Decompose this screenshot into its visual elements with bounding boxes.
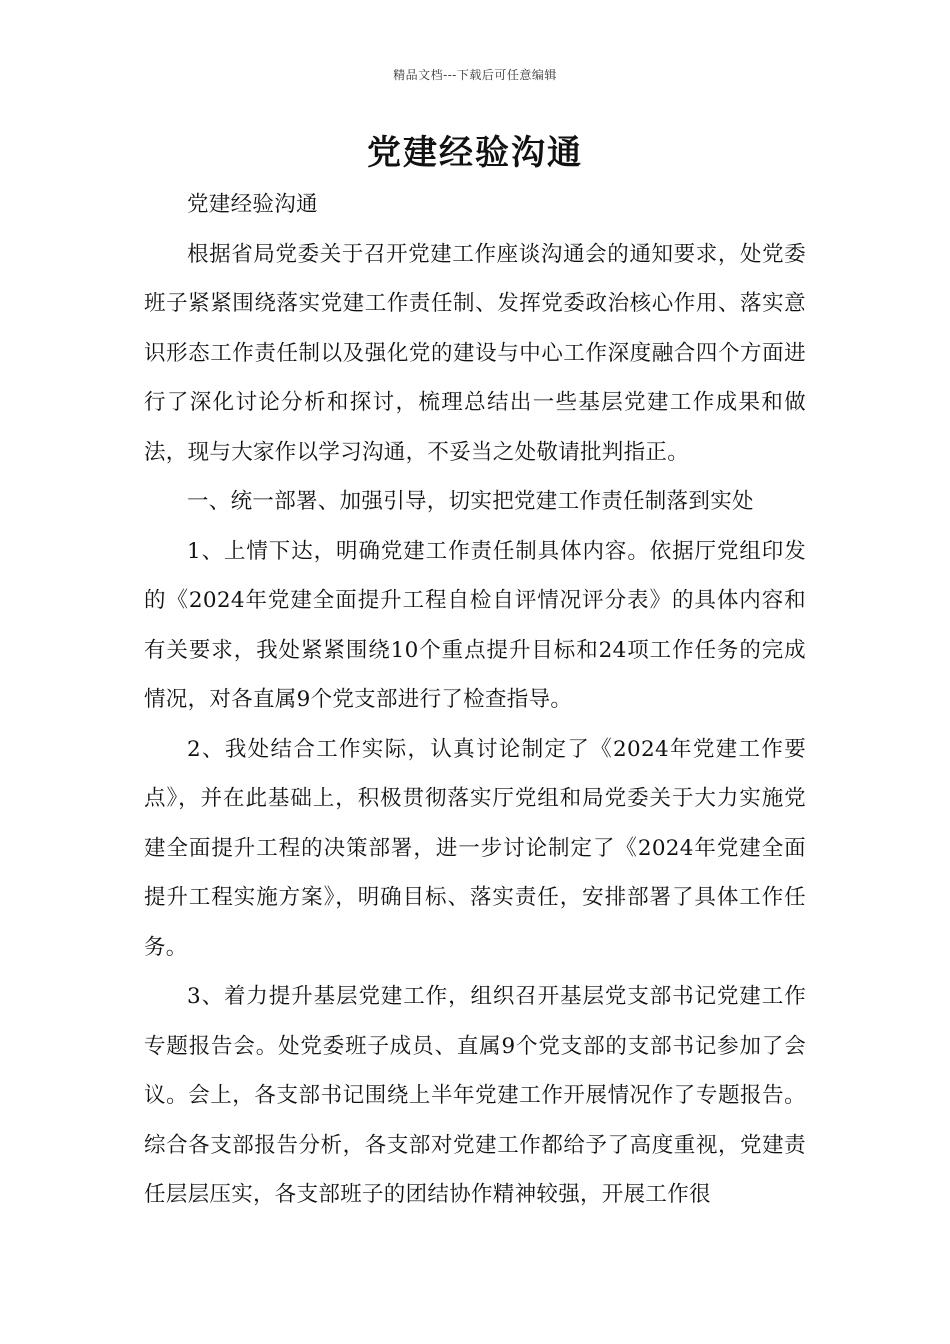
paragraph-item-2: 2、我处结合工作实际，认真讨论制定了《2024年党建工作要点》，并在此基础上，积极贯彻落实厅党组和局党委关于大力实施党建全面提升工程的决策部署，进一步讨论制定了《2024年党建全面提升工程实施方案》，明确目标、落实责任，安排部署了具体工作任务。 xyxy=(144,736,806,960)
paragraph-intro: 根据省局党委关于召开党建工作座谈沟通会的通知要求，处党委班子紧紧围绕落实党建工作责任制、发挥党委政治核心作用、落实意识形态工作责任制以及强化党的建设与中心工作深度融合四个方面进行了深化讨论分析和探讨，梳理总结出一些基层党建工作成果和做法，现与大家作以学习沟通，不妥当之处敬请批判指正。 xyxy=(144,241,806,465)
section-heading-1: 一、统一部署、加强引导，切实把党建工作责任制落到实处 xyxy=(187,489,754,514)
paragraph-item-1: 1、上情下达，明确党建工作责任制具体内容。依据厅党组印发的《2024年党建全面提升工程自检自评情况评分表》的具体内容和有关要求，我处紧紧围绕10个重点提升目标和24项工作任务的完成情况，对各直属9个党支部进行了检查指导。 xyxy=(144,538,806,712)
header-note: 精品文档---下载后可任意编辑 xyxy=(393,68,557,82)
paragraph-subtitle: 党建经验沟通 xyxy=(187,192,318,217)
document-body xyxy=(144,180,806,1220)
document-title: 党建经验沟通 xyxy=(367,133,583,173)
paragraph-item-3: 3、着力提升基层党建工作，组织召开基层党支部书记党建工作专题报告会。处党委班子成员、直属9个党支部的支部书记参加了会议。会上，各支部书记围绕上半年党建工作开展情况作了专题报告。综合各支部报告分析，各支部对党建工作都给予了高度重视，党建责任层层压实，各支部班子的团结协作精神较强，开展工作很 xyxy=(144,984,806,1207)
